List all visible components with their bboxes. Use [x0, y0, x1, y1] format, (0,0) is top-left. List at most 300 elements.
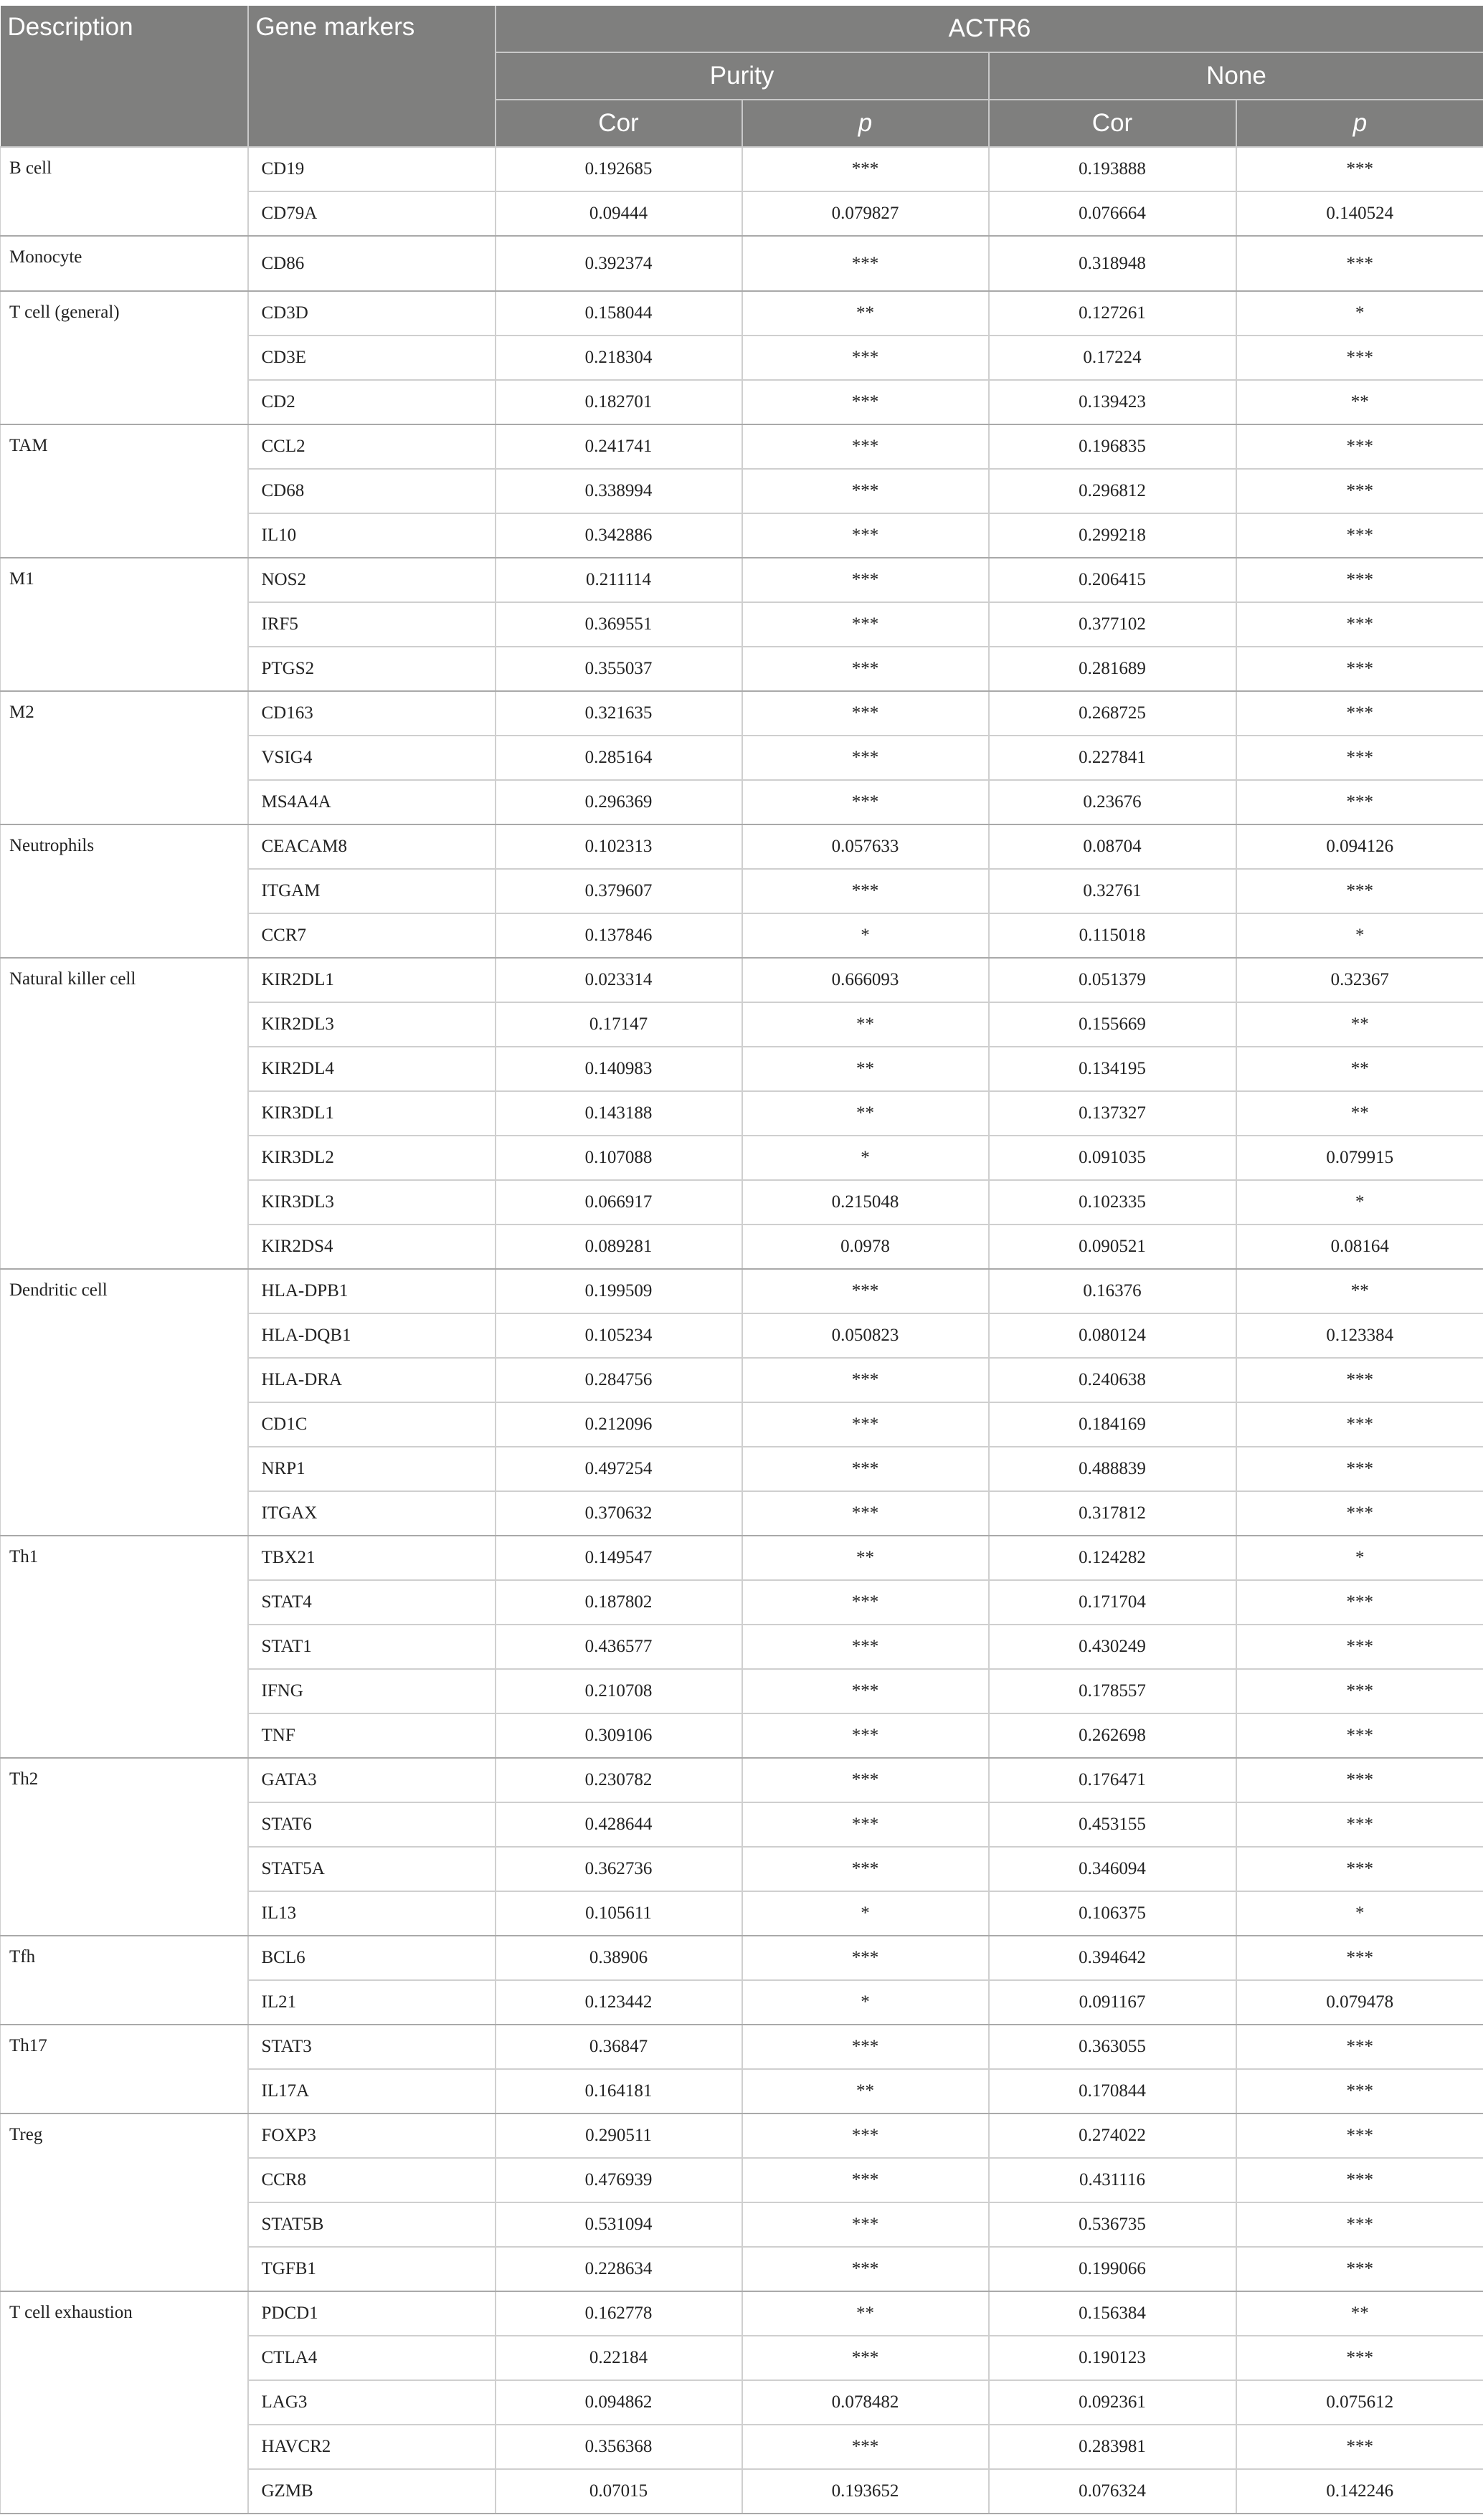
cell-purity-cor: 0.09444: [496, 191, 742, 236]
cell-purity-cor: 0.38906: [496, 1936, 742, 1980]
cell-gene-marker: KIR3DL2: [248, 1136, 496, 1180]
cell-none-p: *: [1236, 1180, 1483, 1225]
cell-gene-marker: VSIG4: [248, 736, 496, 780]
cell-gene-marker: CD86: [248, 236, 496, 291]
header-purity-cor: Cor: [496, 100, 742, 147]
table-row: [1, 236, 1483, 291]
cell-none-cor: 0.137327: [989, 1091, 1236, 1136]
cell-none-p: ***: [1236, 1847, 1483, 1891]
cell-gene-marker: CD68: [248, 469, 496, 513]
cell-gene-marker: STAT1: [248, 1625, 496, 1669]
cell-gene-marker: KIR2DL1: [248, 958, 496, 1002]
table-row: [1, 1269, 1483, 1313]
cell-gene-marker: NOS2: [248, 558, 496, 602]
cell-gene-marker: IFNG: [248, 1669, 496, 1713]
cell-none-cor: 0.317812: [989, 1491, 1236, 1536]
cell-none-cor: 0.193888: [989, 147, 1236, 191]
cell-none-cor: 0.184169: [989, 1402, 1236, 1447]
cell-none-cor: 0.139423: [989, 380, 1236, 424]
cell-purity-cor: 0.355037: [496, 647, 742, 691]
cell-purity-p: ***: [742, 1847, 989, 1891]
cell-purity-cor: 0.218304: [496, 336, 742, 380]
cell-purity-cor: 0.149547: [496, 1536, 742, 1580]
cell-purity-p: ***: [742, 1713, 989, 1758]
cell-gene-marker: CD3E: [248, 336, 496, 380]
cell-purity-cor: 0.210708: [496, 1669, 742, 1713]
cell-purity-cor: 0.497254: [496, 1447, 742, 1491]
cell-gene-marker: CEACAM8: [248, 824, 496, 869]
cell-none-p: ***: [1236, 736, 1483, 780]
cell-purity-cor: 0.094862: [496, 2380, 742, 2425]
cell-none-p: ***: [1236, 236, 1483, 291]
cell-gene-marker: IL21: [248, 1980, 496, 2025]
cell-purity-cor: 0.162778: [496, 2291, 742, 2336]
cell-none-p: ***: [1236, 469, 1483, 513]
cell-purity-p: ***: [742, 2114, 989, 2158]
cell-none-cor: 0.363055: [989, 2025, 1236, 2069]
cell-gene-marker: KIR2DS4: [248, 1225, 496, 1269]
cell-none-p: 0.140524: [1236, 191, 1483, 236]
cell-none-p: ***: [1236, 424, 1483, 469]
cell-purity-p: *: [742, 1980, 989, 2025]
cell-description: M2: [1, 691, 248, 824]
cell-none-p: ***: [1236, 1491, 1483, 1536]
cell-purity-cor: 0.105234: [496, 1313, 742, 1358]
cell-purity-p: ***: [742, 2158, 989, 2202]
cell-none-p: ***: [1236, 1402, 1483, 1447]
cell-none-p: *: [1236, 1891, 1483, 1936]
table-row: [1, 147, 1483, 191]
cell-gene-marker: STAT5B: [248, 2202, 496, 2247]
cell-purity-p: ***: [742, 336, 989, 380]
cell-none-cor: 0.17224: [989, 336, 1236, 380]
cell-purity-p: **: [742, 1002, 989, 1047]
cell-none-cor: 0.262698: [989, 1713, 1236, 1758]
cell-purity-cor: 0.309106: [496, 1713, 742, 1758]
cell-purity-cor: 0.356368: [496, 2425, 742, 2469]
header-purity-p: p: [742, 100, 989, 147]
cell-description: Tfh: [1, 1936, 248, 2025]
cell-none-p: ***: [1236, 780, 1483, 824]
cell-none-cor: 0.091167: [989, 1980, 1236, 2025]
cell-none-cor: 0.488839: [989, 1447, 1236, 1491]
cell-none-p: **: [1236, 1091, 1483, 1136]
cell-description: Monocyte: [1, 236, 248, 291]
cell-purity-cor: 0.102313: [496, 824, 742, 869]
cell-purity-p: ***: [742, 469, 989, 513]
cell-none-cor: 0.115018: [989, 913, 1236, 958]
cell-purity-p: ***: [742, 2425, 989, 2469]
cell-gene-marker: CCR7: [248, 913, 496, 958]
cell-gene-marker: HLA-DQB1: [248, 1313, 496, 1358]
cell-purity-p: ***: [742, 513, 989, 558]
cell-gene-marker: ITGAX: [248, 1491, 496, 1536]
cell-gene-marker: KIR3DL3: [248, 1180, 496, 1225]
cell-purity-p: ***: [742, 1269, 989, 1313]
table-row: [1, 558, 1483, 602]
table-row: [1, 291, 1483, 336]
cell-none-p: **: [1236, 1269, 1483, 1313]
cell-purity-p: **: [742, 1536, 989, 1580]
cell-purity-p: ***: [742, 869, 989, 913]
cell-none-p: ***: [1236, 2425, 1483, 2469]
cell-description: Th2: [1, 1758, 248, 1936]
cell-none-cor: 0.171704: [989, 1580, 1236, 1625]
cell-description: Treg: [1, 2114, 248, 2291]
cell-none-p: **: [1236, 1002, 1483, 1047]
cell-gene-marker: HLA-DRA: [248, 1358, 496, 1402]
table-row: [1, 958, 1483, 1002]
cell-purity-p: ***: [742, 424, 989, 469]
cell-none-cor: 0.227841: [989, 736, 1236, 780]
cell-none-p: ***: [1236, 2202, 1483, 2247]
cell-none-p: 0.079915: [1236, 1136, 1483, 1180]
cell-purity-cor: 0.211114: [496, 558, 742, 602]
cell-purity-cor: 0.379607: [496, 869, 742, 913]
cell-purity-cor: 0.228634: [496, 2247, 742, 2291]
cell-gene-marker: STAT6: [248, 1802, 496, 1847]
cell-none-cor: 0.08704: [989, 824, 1236, 869]
cell-none-cor: 0.23676: [989, 780, 1236, 824]
cell-gene-marker: CD79A: [248, 191, 496, 236]
cell-none-cor: 0.199066: [989, 2247, 1236, 2291]
cell-gene-marker: CCL2: [248, 424, 496, 469]
cell-gene-marker: IL10: [248, 513, 496, 558]
cell-purity-cor: 0.17147: [496, 1002, 742, 1047]
cell-purity-cor: 0.284756: [496, 1358, 742, 1402]
cell-purity-cor: 0.187802: [496, 1580, 742, 1625]
table-row: [1, 1758, 1483, 1802]
cell-description: Dendritic cell: [1, 1269, 248, 1536]
cell-none-p: ***: [1236, 2069, 1483, 2114]
cell-none-cor: 0.206415: [989, 558, 1236, 602]
cell-none-cor: 0.16376: [989, 1269, 1236, 1313]
cell-none-cor: 0.453155: [989, 1802, 1236, 1847]
cell-gene-marker: KIR2DL3: [248, 1002, 496, 1047]
cell-purity-cor: 0.36847: [496, 2025, 742, 2069]
cell-purity-cor: 0.192685: [496, 147, 742, 191]
cell-purity-p: ***: [742, 380, 989, 424]
cell-purity-p: ***: [742, 1936, 989, 1980]
cell-none-cor: 0.346094: [989, 1847, 1236, 1891]
cell-none-cor: 0.080124: [989, 1313, 1236, 1358]
cell-none-p: 0.142246: [1236, 2469, 1483, 2514]
cell-description: Neutrophils: [1, 824, 248, 958]
cell-purity-p: 0.078482: [742, 2380, 989, 2425]
cell-purity-p: 0.079827: [742, 191, 989, 236]
cell-none-cor: 0.377102: [989, 602, 1236, 647]
cell-none-p: ***: [1236, 1447, 1483, 1491]
cell-gene-marker: STAT3: [248, 2025, 496, 2069]
cell-purity-p: **: [742, 2069, 989, 2114]
cell-purity-cor: 0.290511: [496, 2114, 742, 2158]
cell-gene-marker: TNF: [248, 1713, 496, 1758]
cell-purity-p: *: [742, 1136, 989, 1180]
cell-purity-p: 0.193652: [742, 2469, 989, 2514]
cell-purity-cor: 0.164181: [496, 2069, 742, 2114]
table-container: [0, 6, 1483, 2514]
cell-none-p: *: [1236, 1536, 1483, 1580]
cell-gene-marker: LAG3: [248, 2380, 496, 2425]
cell-gene-marker: CD2: [248, 380, 496, 424]
cell-gene-marker: KIR3DL1: [248, 1091, 496, 1136]
header-none-p: p: [1236, 100, 1483, 147]
cell-purity-cor: 0.089281: [496, 1225, 742, 1269]
cell-purity-p: 0.057633: [742, 824, 989, 869]
cell-purity-cor: 0.140983: [496, 1047, 742, 1091]
cell-none-p: **: [1236, 1047, 1483, 1091]
cell-gene-marker: STAT5A: [248, 1847, 496, 1891]
cell-none-cor: 0.296812: [989, 469, 1236, 513]
cell-purity-cor: 0.023314: [496, 958, 742, 1002]
cell-none-cor: 0.196835: [989, 424, 1236, 469]
cell-none-p: **: [1236, 2291, 1483, 2336]
cell-none-p: ***: [1236, 1758, 1483, 1802]
cell-purity-p: ***: [742, 1358, 989, 1402]
header-none-cor: Cor: [989, 100, 1236, 147]
cell-none-p: ***: [1236, 1936, 1483, 1980]
header-gene-markers: Gene markers: [248, 6, 496, 147]
cell-none-p: ***: [1236, 2336, 1483, 2380]
cell-none-cor: 0.394642: [989, 1936, 1236, 1980]
cell-none-cor: 0.124282: [989, 1536, 1236, 1580]
cell-purity-p: ***: [742, 736, 989, 780]
cell-purity-p: ***: [742, 558, 989, 602]
cell-none-p: *: [1236, 913, 1483, 958]
cell-purity-p: ***: [742, 147, 989, 191]
cell-none-cor: 0.318948: [989, 236, 1236, 291]
cell-none-cor: 0.281689: [989, 647, 1236, 691]
cell-purity-cor: 0.342886: [496, 513, 742, 558]
cell-none-p: 0.32367: [1236, 958, 1483, 1002]
header-purity: Purity: [496, 52, 989, 100]
cell-purity-cor: 0.22184: [496, 2336, 742, 2380]
cell-none-p: ***: [1236, 513, 1483, 558]
cell-purity-p: ***: [742, 1491, 989, 1536]
cell-purity-cor: 0.137846: [496, 913, 742, 958]
cell-purity-cor: 0.241741: [496, 424, 742, 469]
cell-none-p: ***: [1236, 2114, 1483, 2158]
cell-none-cor: 0.134195: [989, 1047, 1236, 1091]
cell-gene-marker: HAVCR2: [248, 2425, 496, 2469]
cell-none-p: **: [1236, 380, 1483, 424]
cell-purity-cor: 0.476939: [496, 2158, 742, 2202]
cell-none-p: ***: [1236, 336, 1483, 380]
cell-none-cor: 0.536735: [989, 2202, 1236, 2247]
cell-purity-cor: 0.212096: [496, 1402, 742, 1447]
cell-gene-marker: HLA-DPB1: [248, 1269, 496, 1313]
cell-none-p: ***: [1236, 602, 1483, 647]
cell-description: Natural killer cell: [1, 958, 248, 1269]
cell-none-cor: 0.32761: [989, 869, 1236, 913]
cell-description: Th1: [1, 1536, 248, 1758]
cell-none-cor: 0.170844: [989, 2069, 1236, 2114]
cell-purity-p: ***: [742, 647, 989, 691]
cell-purity-p: 0.050823: [742, 1313, 989, 1358]
cell-gene-marker: STAT4: [248, 1580, 496, 1625]
cell-purity-cor: 0.370632: [496, 1491, 742, 1536]
cell-purity-p: **: [742, 2291, 989, 2336]
cell-gene-marker: GATA3: [248, 1758, 496, 1802]
cell-gene-marker: FOXP3: [248, 2114, 496, 2158]
cell-gene-marker: PDCD1: [248, 2291, 496, 2336]
cell-gene-marker: IL13: [248, 1891, 496, 1936]
cell-purity-cor: 0.296369: [496, 780, 742, 824]
cell-gene-marker: CTLA4: [248, 2336, 496, 2380]
cell-purity-cor: 0.123442: [496, 1980, 742, 2025]
header-gene: ACTR6: [496, 6, 1483, 52]
cell-none-cor: 0.176471: [989, 1758, 1236, 1802]
cell-purity-cor: 0.105611: [496, 1891, 742, 1936]
cell-purity-p: ***: [742, 236, 989, 291]
cell-description: T cell exhaustion: [1, 2291, 248, 2514]
cell-none-p: 0.079478: [1236, 1980, 1483, 2025]
cell-none-cor: 0.076664: [989, 191, 1236, 236]
cell-none-cor: 0.076324: [989, 2469, 1236, 2514]
table-header: [1, 6, 1483, 147]
cell-purity-p: **: [742, 291, 989, 336]
cell-none-p: *: [1236, 291, 1483, 336]
cell-none-p: 0.094126: [1236, 824, 1483, 869]
table-row: [1, 2291, 1483, 2336]
cell-purity-cor: 0.07015: [496, 2469, 742, 2514]
cell-none-cor: 0.106375: [989, 1891, 1236, 1936]
cell-purity-p: ***: [742, 2336, 989, 2380]
cell-none-cor: 0.268725: [989, 691, 1236, 736]
cell-gene-marker: CD1C: [248, 1402, 496, 1447]
cell-description: TAM: [1, 424, 248, 558]
cell-purity-p: ***: [742, 1802, 989, 1847]
cell-gene-marker: PTGS2: [248, 647, 496, 691]
cell-purity-cor: 0.182701: [496, 380, 742, 424]
cell-purity-cor: 0.199509: [496, 1269, 742, 1313]
cell-none-cor: 0.155669: [989, 1002, 1236, 1047]
cell-purity-p: 0.0978: [742, 1225, 989, 1269]
cell-none-cor: 0.190123: [989, 2336, 1236, 2380]
cell-gene-marker: TBX21: [248, 1536, 496, 1580]
cell-none-p: ***: [1236, 1580, 1483, 1625]
cell-purity-p: ***: [742, 602, 989, 647]
cell-none-p: 0.075612: [1236, 2380, 1483, 2425]
cell-none-p: ***: [1236, 869, 1483, 913]
cell-purity-cor: 0.436577: [496, 1625, 742, 1669]
cell-none-p: ***: [1236, 2025, 1483, 2069]
table-row: [1, 1936, 1483, 1980]
cell-purity-cor: 0.143188: [496, 1091, 742, 1136]
cell-purity-p: *: [742, 1891, 989, 1936]
table-row: [1, 824, 1483, 869]
cell-purity-cor: 0.362736: [496, 1847, 742, 1891]
cell-none-p: ***: [1236, 558, 1483, 602]
cell-none-p: ***: [1236, 147, 1483, 191]
cell-purity-cor: 0.285164: [496, 736, 742, 780]
cell-none-p: ***: [1236, 1802, 1483, 1847]
cell-purity-p: ***: [742, 2247, 989, 2291]
cell-gene-marker: CD163: [248, 691, 496, 736]
cell-none-cor: 0.051379: [989, 958, 1236, 1002]
cell-purity-cor: 0.230782: [496, 1758, 742, 1802]
cell-description: Th17: [1, 2025, 248, 2114]
cell-gene-marker: BCL6: [248, 1936, 496, 1980]
cell-gene-marker: CD19: [248, 147, 496, 191]
cell-none-cor: 0.127261: [989, 291, 1236, 336]
cell-purity-cor: 0.369551: [496, 602, 742, 647]
cell-gene-marker: KIR2DL4: [248, 1047, 496, 1091]
cell-none-cor: 0.092361: [989, 2380, 1236, 2425]
cell-gene-marker: IL17A: [248, 2069, 496, 2114]
cell-none-cor: 0.156384: [989, 2291, 1236, 2336]
cell-purity-cor: 0.158044: [496, 291, 742, 336]
cell-none-cor: 0.240638: [989, 1358, 1236, 1402]
cell-purity-p: ***: [742, 1669, 989, 1713]
cell-none-p: ***: [1236, 1625, 1483, 1669]
cell-purity-p: *: [742, 913, 989, 958]
header-none: None: [989, 52, 1483, 100]
cell-description: T cell (general): [1, 291, 248, 424]
correlation-table: [0, 6, 1483, 2514]
cell-none-p: ***: [1236, 647, 1483, 691]
table-row: [1, 424, 1483, 469]
cell-purity-p: **: [742, 1091, 989, 1136]
header-description: Description: [1, 6, 248, 147]
cell-gene-marker: ITGAM: [248, 869, 496, 913]
cell-none-cor: 0.430249: [989, 1625, 1236, 1669]
cell-purity-p: ***: [742, 1447, 989, 1491]
cell-gene-marker: CCR8: [248, 2158, 496, 2202]
table-body: [1, 147, 1483, 2514]
cell-none-p: ***: [1236, 2247, 1483, 2291]
cell-none-cor: 0.274022: [989, 2114, 1236, 2158]
table-row: [1, 691, 1483, 736]
cell-gene-marker: CD3D: [248, 291, 496, 336]
cell-gene-marker: NRP1: [248, 1447, 496, 1491]
cell-purity-p: ***: [742, 780, 989, 824]
cell-gene-marker: GZMB: [248, 2469, 496, 2514]
cell-none-p: ***: [1236, 2158, 1483, 2202]
cell-purity-cor: 0.428644: [496, 1802, 742, 1847]
cell-none-p: 0.123384: [1236, 1313, 1483, 1358]
cell-purity-p: 0.215048: [742, 1180, 989, 1225]
table-row: [1, 1536, 1483, 1580]
cell-none-p: ***: [1236, 1358, 1483, 1402]
cell-none-cor: 0.090521: [989, 1225, 1236, 1269]
cell-purity-p: ***: [742, 2025, 989, 2069]
cell-none-cor: 0.091035: [989, 1136, 1236, 1180]
cell-gene-marker: TGFB1: [248, 2247, 496, 2291]
cell-purity-p: ***: [742, 1580, 989, 1625]
cell-none-cor: 0.431116: [989, 2158, 1236, 2202]
cell-gene-marker: IRF5: [248, 602, 496, 647]
cell-purity-cor: 0.321635: [496, 691, 742, 736]
cell-description: B cell: [1, 147, 248, 236]
cell-purity-cor: 0.066917: [496, 1180, 742, 1225]
cell-purity-p: **: [742, 1047, 989, 1091]
cell-none-cor: 0.283981: [989, 2425, 1236, 2469]
cell-none-p: ***: [1236, 691, 1483, 736]
cell-description: M1: [1, 558, 248, 691]
cell-gene-marker: MS4A4A: [248, 780, 496, 824]
cell-purity-cor: 0.531094: [496, 2202, 742, 2247]
cell-none-cor: 0.102335: [989, 1180, 1236, 1225]
cell-purity-p: 0.666093: [742, 958, 989, 1002]
cell-none-p: ***: [1236, 1713, 1483, 1758]
cell-purity-p: ***: [742, 2202, 989, 2247]
cell-purity-p: ***: [742, 1758, 989, 1802]
cell-purity-p: ***: [742, 691, 989, 736]
cell-purity-cor: 0.107088: [496, 1136, 742, 1180]
table-row: [1, 2025, 1483, 2069]
cell-purity-cor: 0.392374: [496, 236, 742, 291]
